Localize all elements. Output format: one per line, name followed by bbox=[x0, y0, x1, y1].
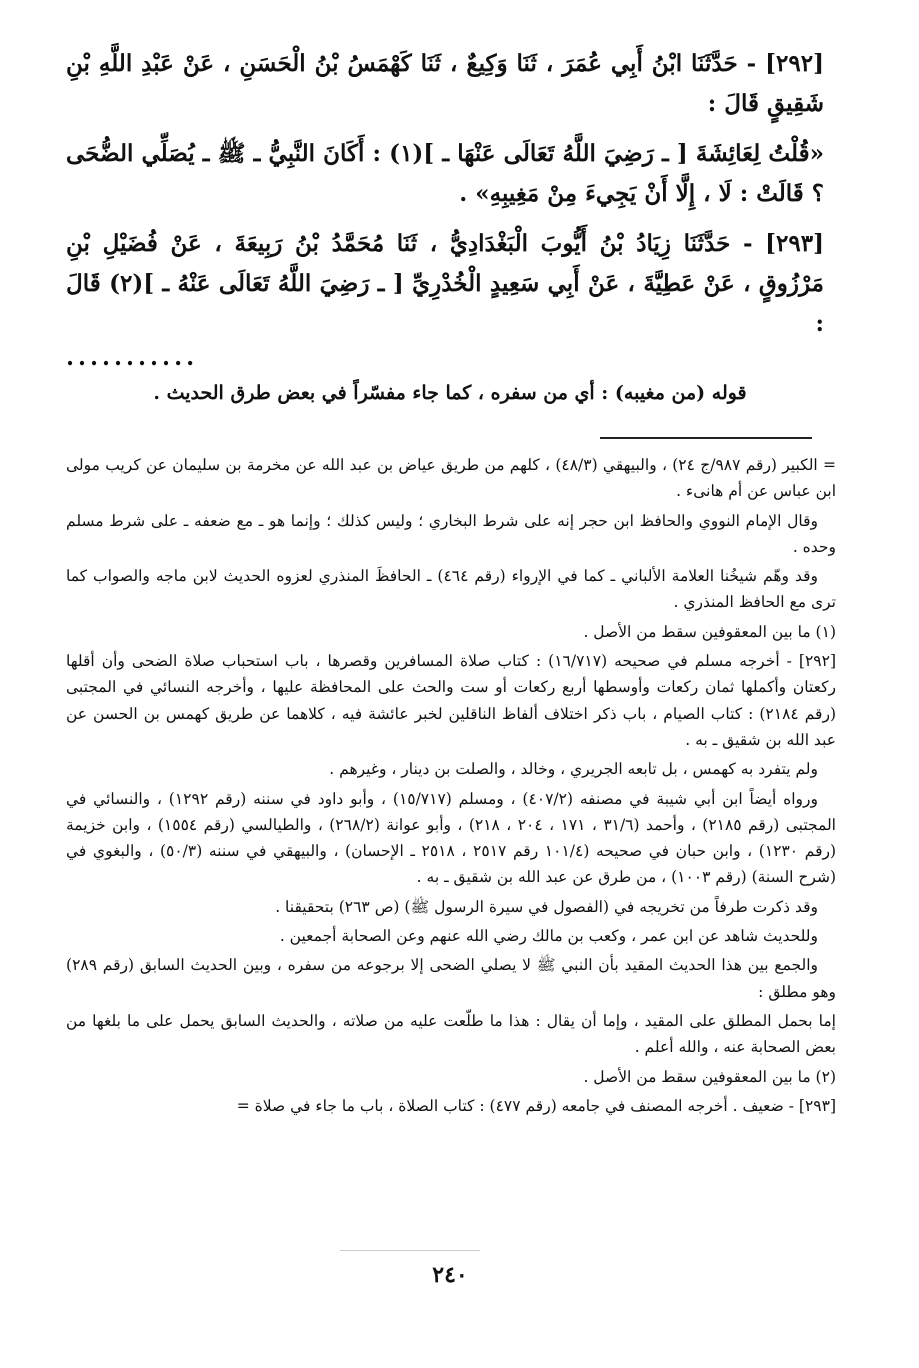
main-hadith-text bbox=[66, 44, 824, 371]
page-number: ٢٤٠ bbox=[432, 1262, 468, 1288]
hadith-292-isnad: [٢٩٢] - حَدَّثَنَا ابْنُ أَبِي عُمَرَ ، ثَنَا وَكِيعٌ ، ثَنَا كَهْمَسُ بْنُ الْحَسَنِ ، عَنْ عَبْدِ اللَّهِ بْنِ شَقِيقٍ قَالَ : bbox=[66, 50, 824, 117]
footnote-paragraph: وقد وهّم شيخُنا العلامة الألباني ـ كما في الإرواء (رقم ٤٦٤) ـ الحافظَ المنذري لعزوه الحديث لابن ماجه والصواب كما ترى مع الحافظ المنذري . bbox=[66, 567, 836, 612]
footnote-paragraph: ورواه أيضاً ابن أبي شيبة في مصنفه (٤٠٧/٢) ، ومسلم (١٥/٧١٧) ، وأبو داود في سننه (رقم ١٢٩٢) ، والنسائي في المجتبى (رقم ٢١٨٥) ، وأحمد (٣١/٦ ، ١٧١ ، ٢٠٤ ، ٢١٨) ، وأبو عوانة (٢٦٨/٢) ، والطيالسي (رقم ١٥٥٤) ، وابن خزيمة (رقم ١٢٣٠) ، وابن حبان في صحيحه (١٠١/٤ رقم ٢٥١٧ ، ٢٥١٨ ـ الإحسان) ، والبيهقي في سننه (٥٠/٣) ، والبغوي في (شرح السنة) (رقم ١٠٠٣) ، من طرق عن عبد الله بن شقيق ـ به . bbox=[66, 789, 837, 887]
footnote-1: (١) ما بين المعقوفين سقط من الأصل . bbox=[583, 622, 836, 641]
footnote-292-takhrij: [٢٩٢] - أخرجه مسلم في صحيحه (١٦/٧١٧) : كتاب صلاة المسافرين وقصرها ، باب استحباب صلاة الضحى وأن أقلها ركعتان وأكملها ثمان ركعات وأوسطها أربع ركعات أو ست والحث على المحافظة عليها ، وأخرجه النسائي في المجتبى (رقم ٢١٨٤) : كتاب الصيام ، باب ذكر اختلاف ألفاظ الناقلين لخبر عائشة فيه ، كلاهما عن طريق كهمس بن الحسن عن عبد الله بن شقيق ـ به . bbox=[66, 652, 836, 749]
hadith-292-matn: «قُلْتُ لِعَائِشَةَ [ ـ رَضِيَ اللَّهُ تَعَالَى عَنْهَا ـ ](١) : أَكَانَ النَّبِيُّ ـ ﷺ ـ يُصَلِّي الضُّحَى ؟ قَالَتْ : لَا ، إِلَّا أَنْ يَجِيءَ مِنْ مَغِيبِهِ» . bbox=[66, 140, 824, 207]
footnote-293-takhrij: [٢٩٣] - ضعيف . أخرجه المصنف في جامعه (رقم ٤٧٧) : كتاب الصلاة ، باب ما جاء في صلاة = bbox=[236, 1096, 836, 1115]
footnote-paragraph: وقال الإمام النووي والحافظ ابن حجر إنه على شرط البخاري ؛ وليس كذلك ؛ وإنما هو ـ مع ضعفه ـ على شرط مسلم وحده . bbox=[66, 511, 836, 556]
footnote-paragraph: ولم يتفرد به كهمس ، بل تابعه الجريري ، وخالد ، والصلت بن دينار ، وغيرهم . bbox=[329, 760, 818, 779]
footnote-2: (٢) ما بين المعقوفين سقط من الأصل . bbox=[583, 1067, 836, 1086]
hadith-293-isnad: [٢٩٣] - حَدَّثَنَا زِيَادُ بْنُ أَيُّوبَ الْبَغْدَادِيُّ ، ثَنَا مُحَمَّدُ بْنُ رَبِيعَةَ ، عَنْ فُضَيْلِ بْنِ مَرْزُوقٍ ، عَنْ عَطِيَّةَ ، عَنْ أَبِي سَعِيدٍ الْخُدْرِيِّ [ ـ رَضِيَ اللَّهُ تَعَالَى عَنْهُ ـ ](٢) قَالَ : bbox=[66, 230, 824, 337]
footnote-paragraph: إما بحمل المطلق على المقيد ، وإما أن يقال : هذا ما طلّعت عليه من صلاته ، والحديث السابق يحمل على ما بلغها من بعض الصحابة عنه ، والله أعلم . bbox=[66, 1011, 836, 1057]
footnote-paragraph: وقد ذكرت طرفاً من تخريجه في (الفصول في سيرة الرسول ﷺ) (ص ٢٦٣) بتحقيقنا . bbox=[275, 897, 818, 916]
omission-dots: ........... bbox=[66, 344, 199, 371]
footnote-paragraph: والجمع بين هذا الحديث المقيد بأن النبي ﷺ لا يصلي الضحى إلا برجوعه من سفره ، وبين الحديث السابق (رقم ٢٨٩) وهو مطلق : bbox=[66, 956, 836, 1001]
footnote-paragraph: = الكبير (رقم ٩٨٧/ج ٢٤) ، والبيهقي (٤٨/٣) ، كلهم من طريق عياض بن عبد الله عن مخرمة بن سليمان عن كريب مولى ابن عباس عن أم هانىء . bbox=[66, 456, 837, 501]
footnote-paragraph: وللحديث شاهد عن ابن عمر ، وكعب بن مالك رضي الله عنهم وعن الصحابة أجمعين . bbox=[279, 927, 818, 946]
footnote-divider bbox=[600, 437, 812, 439]
scan-artifact-line bbox=[340, 1250, 480, 1251]
gloss-note: قوله (من مغيبه) : أي من سفره ، كما جاء مفسّراً في بعض طرق الحديث . bbox=[153, 382, 747, 404]
footnotes bbox=[66, 452, 836, 1122]
